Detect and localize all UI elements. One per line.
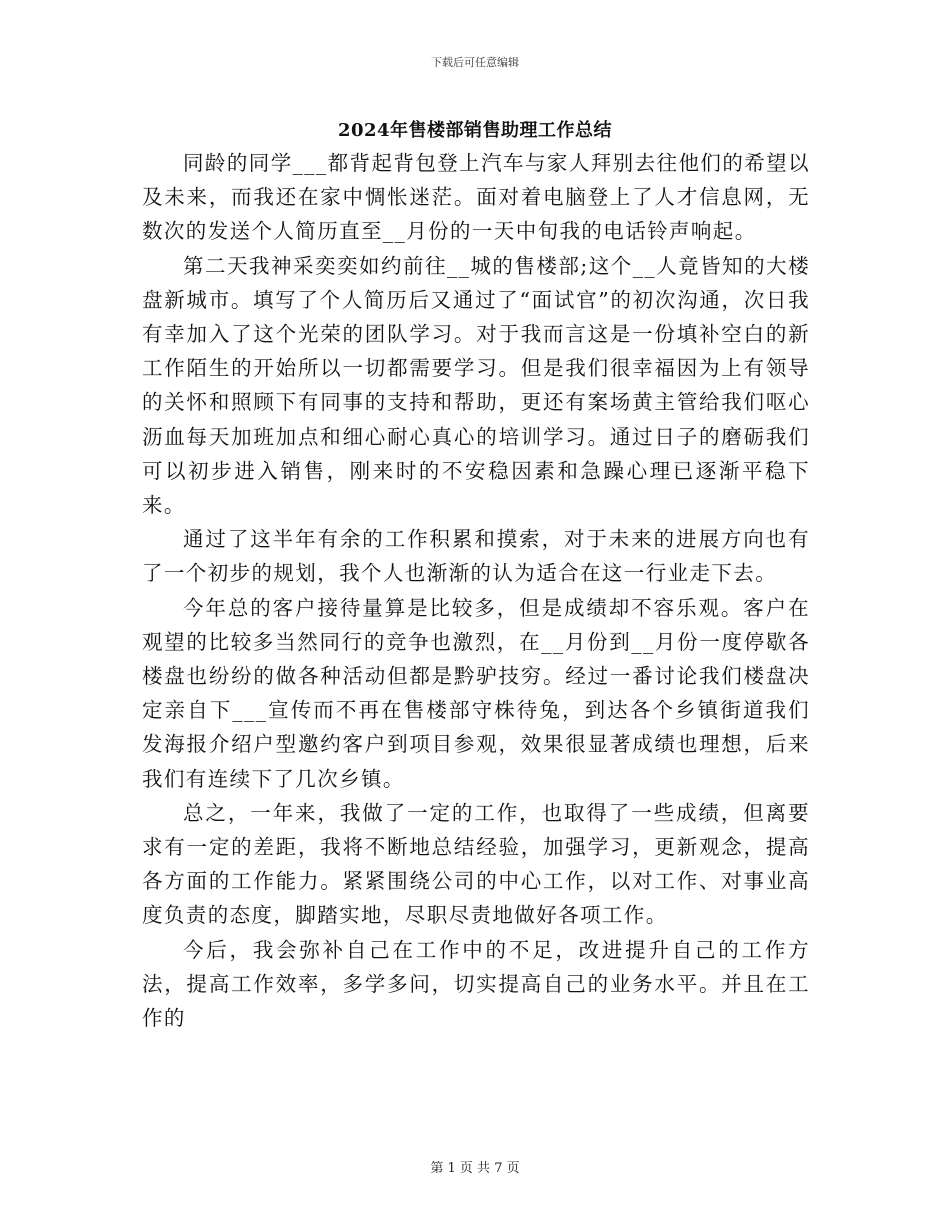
paragraph: 通过了这半年有余的工作积累和摸索，对于未来的进展方向也有了一个初步的规划，我个人也渐渐的认为适合在这一行业走下去。 (142, 527, 810, 586)
paragraph: 总之，一年来，我做了一定的工作，也取得了一些成绩，但离要求有一定的差距，我将不断地总结经验，加强学习，更新观念，提高各方面的工作能力。紧紧围绕公司的中心工作，以对工作、对事业高度负责的态度，脚踏实地，尽职尽责地做好各项工作。 (142, 800, 810, 928)
paragraph: 今年总的客户接待量算是比较多，但是成绩却不容乐观。客户在观望的比较多当然同行的竞争也激烈，在__月份到__月份一度停歇各楼盘也纷纷的做各种活动但都是黔驴技穷。经过一番讨论我们楼盘决定亲自下___宣传而不再在售楼部守株待兔，到达各个乡镇街道我们发海报介绍户型邀约客户到项目参观，效果很显著成绩也理想，后来我们有连续下了几次乡镇。 (142, 595, 810, 791)
page-footer: 第 1 页 共 7 页 (430, 1161, 520, 1176)
document-body (142, 146, 810, 1035)
header-note: 下载后可任意编辑 (431, 56, 519, 69)
document-title: 2024年售楼部销售助理工作总结 (337, 120, 613, 141)
paragraph: 今后，我会弥补自己在工作中的不足，改进提升自己的工作方法，提高工作效率，多学多问，切实提高自己的业务水平。并且在工作的 (142, 937, 810, 1031)
paragraph: 第二天我神采奕奕如约前往__城的售楼部;这个__人竟皆知的大楼盘新城市。填写了个人简历后又通过了“面试官”的初次沟通，次日我有幸加入了这个光荣的团队学习。对于我而言这是一份填补空白的新工作陌生的开始所以一切都需要学习。但是我们很幸福因为上有领导的关怀和照顾下有同事的支持和帮助，更还有案场黄主管给我们呕心沥血每天加班加点和细心耐心真心的培训学习。通过日子的磨砺我们可以初步进入销售，刚来时的不安稳因素和急躁心理已逐渐平稳下来。 (142, 253, 810, 518)
paragraph: 同龄的同学___都背起背包登上汽车与家人拜别去往他们的希望以及未来，而我还在家中惆怅迷茫。面对着电脑登上了人才信息网，无数次的发送个人简历直至__月份的一天中旬我的电话铃声响起。 (142, 151, 810, 244)
